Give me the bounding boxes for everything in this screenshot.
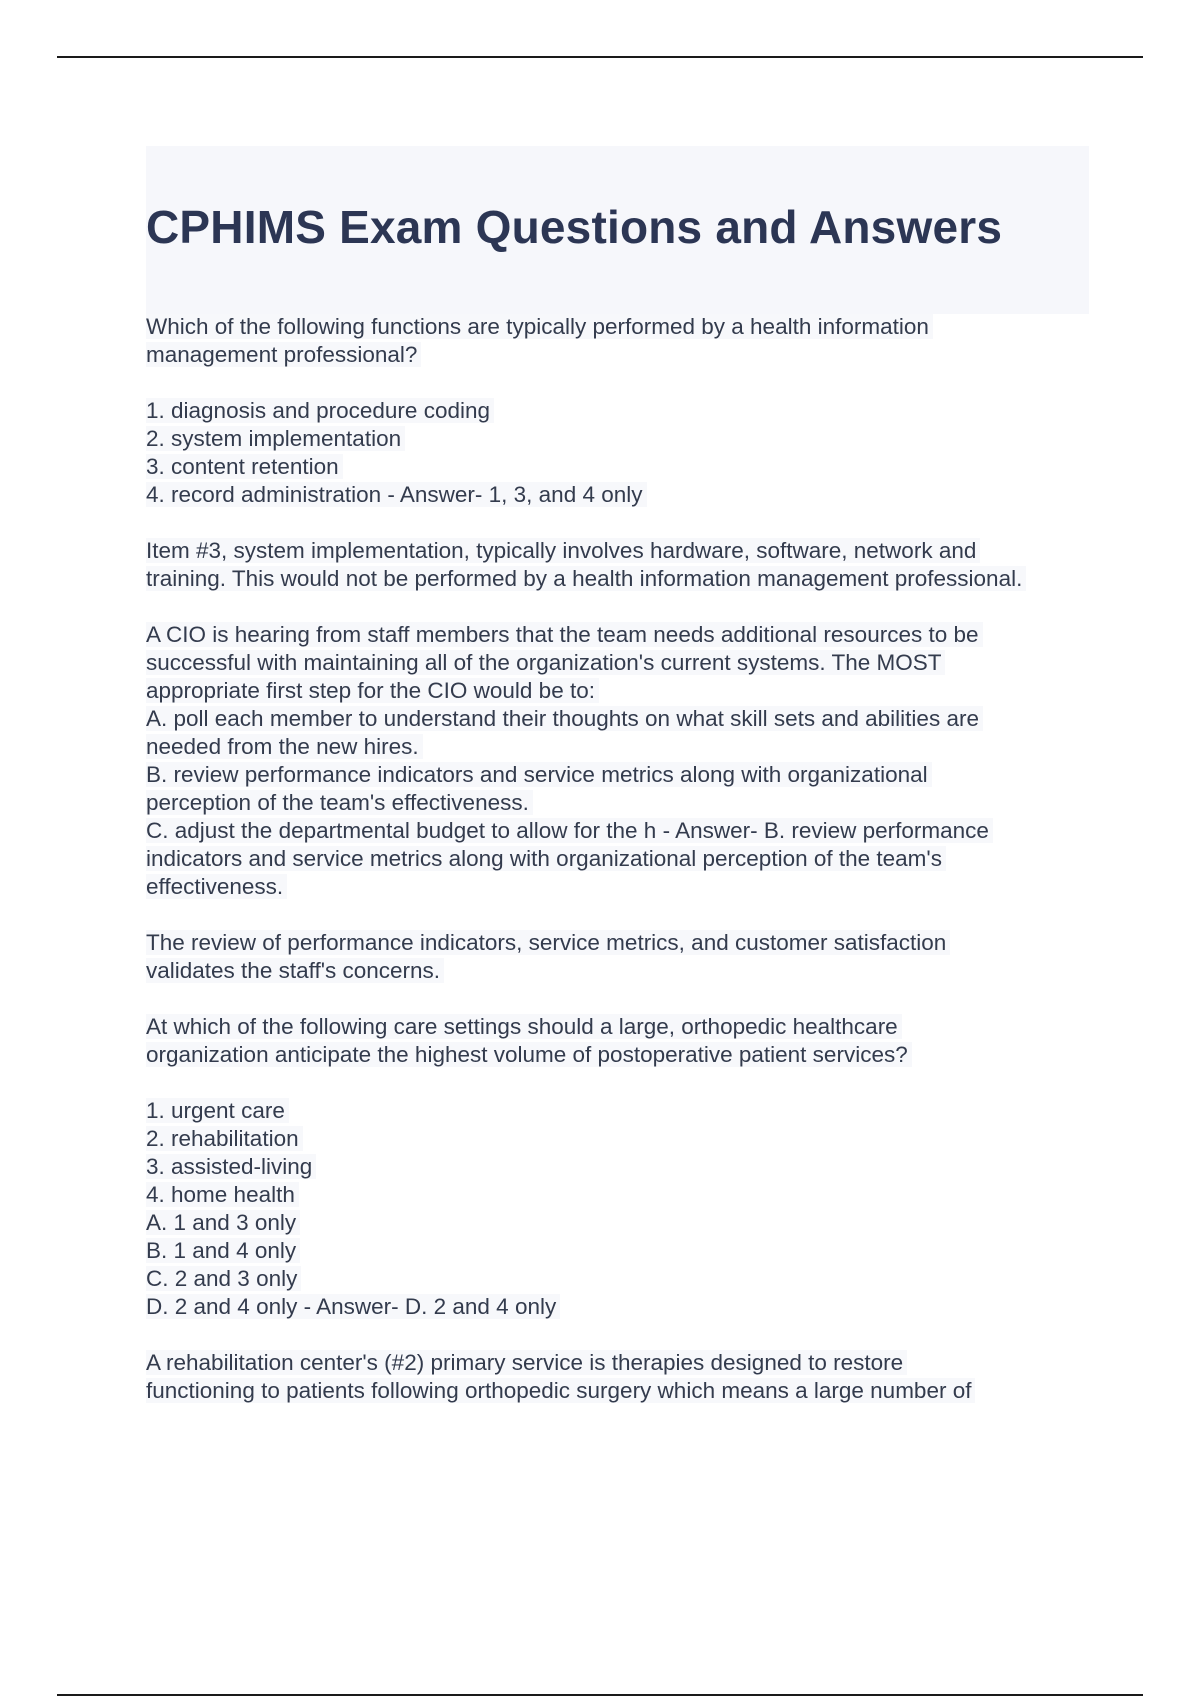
question-block [146, 621, 1106, 901]
explanation-block [146, 537, 1106, 593]
text-line: 1. urgent care [146, 1097, 1106, 1125]
document-body [146, 313, 1106, 1405]
text-line: C. adjust the departmental budget to allow for the h - Answer- B. review performance [146, 817, 1106, 845]
text-line: At which of the following care settings should a large, orthopedic healthcare [146, 1013, 1106, 1041]
document-title: CPHIMS Exam Questions and Answers [146, 201, 1003, 253]
bottom-rule [57, 1694, 1143, 1696]
text-line: A. 1 and 3 only [146, 1209, 1106, 1237]
text-line: successful with maintaining all of the organization's current systems. The MOST [146, 649, 1106, 677]
text-line: needed from the new hires. [146, 733, 1106, 761]
text-line: validates the staff's concerns. [146, 957, 1106, 985]
text-line: 1. diagnosis and procedure coding [146, 397, 1106, 425]
options-block [146, 1097, 1106, 1321]
options-block [146, 397, 1106, 509]
text-line: 2. system implementation [146, 425, 1106, 453]
question-block [146, 1013, 1106, 1069]
text-line: A CIO is hearing from staff members that the team needs additional resources to be [146, 621, 1106, 649]
text-line: perception of the team's effectiveness. [146, 789, 1106, 817]
text-line: appropriate first step for the CIO would be to: [146, 677, 1106, 705]
text-line: A rehabilitation center's (#2) primary service is therapies designed to restore [146, 1349, 1106, 1377]
text-line: indicators and service metrics along with organizational perception of the team's [146, 845, 1106, 873]
top-rule [57, 56, 1143, 58]
text-line: functioning to patients following orthopedic surgery which means a large number of [146, 1377, 1106, 1405]
text-line: A. poll each member to understand their thoughts on what skill sets and abilities are [146, 705, 1106, 733]
text-line: B. review performance indicators and service metrics along with organizational [146, 761, 1106, 789]
text-line: 3. content retention [146, 453, 1106, 481]
text-line: Which of the following functions are typically performed by a health information [146, 313, 1106, 341]
explanation-block [146, 929, 1106, 985]
text-line: C. 2 and 3 only [146, 1265, 1106, 1293]
text-line: 4. home health [146, 1181, 1106, 1209]
question-block [146, 313, 1106, 369]
text-line: The review of performance indicators, service metrics, and customer satisfaction [146, 929, 1106, 957]
explanation-block [146, 1349, 1106, 1405]
text-line: D. 2 and 4 only - Answer- D. 2 and 4 only [146, 1293, 1106, 1321]
text-line: 2. rehabilitation [146, 1125, 1106, 1153]
text-line: effectiveness. [146, 873, 1106, 901]
text-line: 3. assisted-living [146, 1153, 1106, 1181]
text-line: organization anticipate the highest volume of postoperative patient services? [146, 1041, 1106, 1069]
text-line: B. 1 and 4 only [146, 1237, 1106, 1265]
text-line: 4. record administration - Answer- 1, 3, and 4 only [146, 481, 1106, 509]
text-line: training. This would not be performed by a health information management professional. [146, 565, 1106, 593]
text-line: Item #3, system implementation, typically involves hardware, software, network and [146, 537, 1106, 565]
text-line: management professional? [146, 341, 1106, 369]
